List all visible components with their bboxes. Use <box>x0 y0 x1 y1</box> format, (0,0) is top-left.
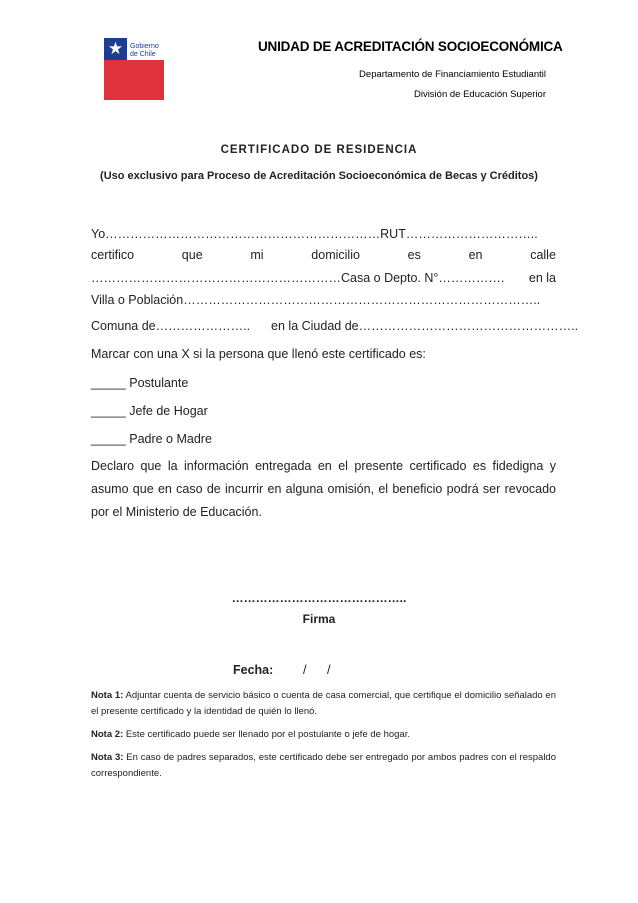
word: es <box>407 248 421 262</box>
form-line-villa[interactable]: Villa o Población………………………………………………………………………….. <box>91 293 541 307</box>
option-jefe-de-hogar[interactable]: _____ Jefe de Hogar <box>91 404 208 418</box>
note-2 <box>91 727 556 743</box>
form-line-street-house[interactable] <box>91 270 556 286</box>
date-label: Fecha: <box>233 663 274 677</box>
option-padre-o-madre[interactable]: _____ Padre o Madre <box>91 432 212 446</box>
signature-label: Firma <box>302 612 336 626</box>
logo-text <box>130 43 159 59</box>
mark-instruction: Marcar con una X si la persona que llenó este certificado es: <box>91 347 426 361</box>
header-division: División de Educación Superior <box>413 89 546 100</box>
en-la-text: en la <box>528 271 556 285</box>
declaration-paragraph: Declaro que la información entregada en el presente certificado es fidedigna y asumo que en caso de incurrir en alguna omisión, el beneficio podrá ser revocado por el Ministerio de Educación. <box>91 459 556 519</box>
note-1-label: Nota 1: <box>91 690 124 701</box>
word: mi <box>250 248 264 262</box>
signature-line[interactable]: …………………………………….. <box>231 591 407 605</box>
word: certifico <box>91 248 135 262</box>
form-line-name-rut[interactable]: Yo…………………………………………………………RUT………………………….. <box>91 227 538 241</box>
logo-red-block <box>104 60 164 100</box>
logo-text-line-1: Gobierno <box>130 43 159 50</box>
gobierno-de-chile-logo <box>104 38 164 100</box>
note-3 <box>91 750 556 782</box>
form-line-comuna-ciudad[interactable] <box>91 318 579 334</box>
logo-text-line-2: de Chile <box>130 51 156 58</box>
form-line-certifico <box>91 247 556 263</box>
word: calle <box>530 248 556 262</box>
header-department: Departamento de Financiamiento Estudiantil <box>359 69 546 80</box>
option-postulante[interactable]: _____ Postulante <box>91 376 189 390</box>
logo-blue-square <box>104 38 127 60</box>
note-2-text: Este certificado puede ser llenado por el postulante o jefe de hogar. <box>125 729 410 740</box>
note-3-label: Nota 3: <box>91 752 124 763</box>
document-title: CERTIFICADO DE RESIDENCIA <box>220 144 418 156</box>
street-house-field[interactable]: ……………………………………………………Casa o Depto. N°……………. <box>91 271 505 285</box>
ciudad-field[interactable]: en la Ciudad de…………………………………………….. <box>271 319 579 333</box>
word: domicilio <box>311 248 360 262</box>
note-1 <box>91 688 556 720</box>
date-slash-2: / <box>327 663 331 677</box>
word: en <box>468 248 483 262</box>
star-icon: ★ <box>107 39 124 58</box>
header-title: UNIDAD DE ACREDITACIÓN SOCIOECONÓMICA <box>258 39 563 54</box>
document-subtitle: (Uso exclusivo para Proceso de Acreditación Socioeconómica de Becas y Créditos) <box>100 170 538 182</box>
comuna-field[interactable]: Comuna de………………….. <box>91 319 251 333</box>
date-slash-1: / <box>303 663 307 677</box>
note-2-label: Nota 2: <box>91 729 124 740</box>
word: que <box>181 248 203 262</box>
note-3-text: En caso de padres separados, este certificado debe ser entregado por ambos padres con el respaldo correspondiente. <box>91 752 556 779</box>
note-1-text: Adjuntar cuenta de servicio básico o cuenta de casa comercial, que certifique el domicilio señalado en el presente certificado y la identidad de quién lo llenó. <box>91 690 556 717</box>
